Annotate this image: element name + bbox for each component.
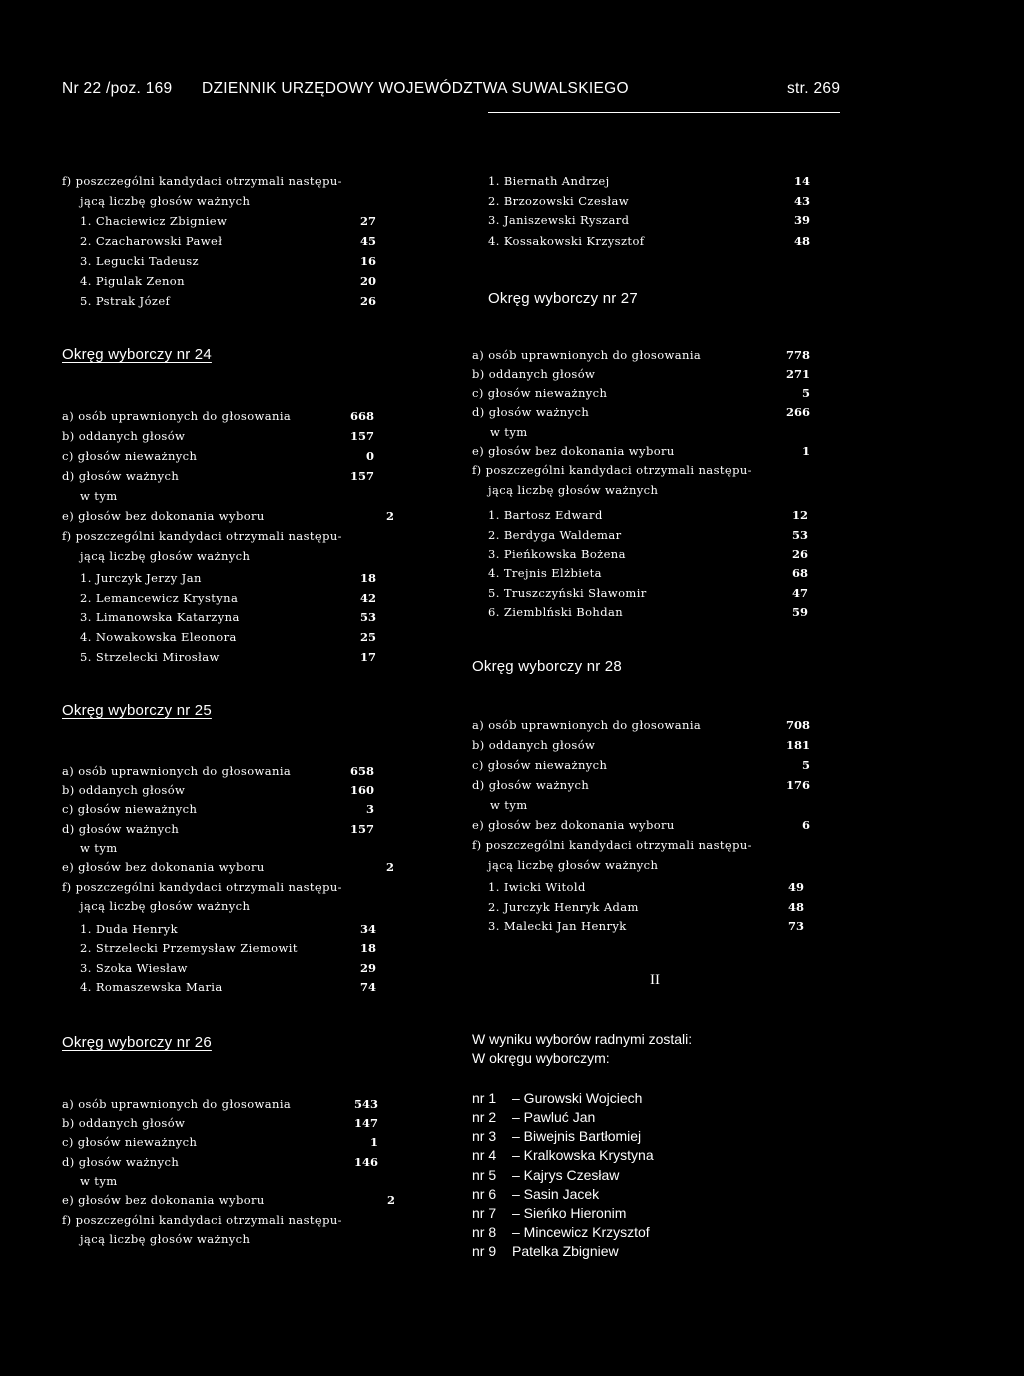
item-f-line2: jącą liczbę głosów ważnych: [80, 194, 251, 208]
councillor-name: – Pawluć Jan: [512, 1109, 596, 1125]
councillor-name: – Kralkowska Krystyna: [512, 1147, 654, 1163]
item-f-line1: f) poszczególni kandydaci otrzymali następu-: [472, 838, 752, 852]
candidate-votes: 29: [359, 961, 376, 975]
candidate-name: 5. Strzelecki Mirosław: [80, 650, 220, 664]
candidate-votes: 43: [793, 194, 810, 208]
item-b: b) oddanych głosów: [62, 783, 186, 797]
item-b-value: 160: [349, 783, 374, 797]
councillor-nr: nr 9: [472, 1243, 497, 1259]
candidate-name: 4. Trejnis Elżbieta: [488, 566, 602, 580]
item-c-value: 3: [365, 802, 374, 816]
candidate-name: 2. Strzelecki Przemysław Ziemowit: [80, 941, 298, 955]
candidate-votes: 14: [793, 174, 810, 188]
item-c: c) głosów nieważnych: [62, 449, 198, 463]
item-c-value: 5: [801, 758, 810, 772]
candidate-votes: 18: [359, 571, 376, 585]
page-number: str. 269: [787, 80, 841, 97]
item-e-value: 2: [386, 1193, 395, 1207]
councillors-intro: W wyniku wyborów radnymi zostali:: [472, 1031, 693, 1047]
item-e-value: 1: [801, 444, 810, 458]
candidate-name: 1. Duda Henryk: [80, 922, 178, 936]
candidate-name: 2. Czacharowski Paweł: [80, 234, 223, 248]
item-d-value: 157: [349, 822, 374, 836]
item-b: b) oddanych głosów: [472, 738, 596, 752]
w-tym: w tym: [80, 1174, 118, 1188]
okreg-28-title: Okręg wyborczy nr 28: [472, 658, 622, 675]
candidate-votes: 49: [787, 880, 804, 894]
candidate-votes: 48: [793, 234, 810, 248]
councillor-name: – Sieńko Hieronim: [512, 1205, 627, 1221]
candidate-votes: 73: [787, 919, 804, 933]
item-e: e) głosów bez dokonania wyboru: [472, 818, 675, 832]
item-f-line2: jącą liczbę głosów ważnych: [488, 483, 659, 497]
candidate-name: 3. Malecki Jan Henryk: [488, 919, 627, 933]
item-d-value: 157: [349, 469, 374, 483]
item-b-value: 147: [353, 1116, 378, 1130]
item-d: d) głosów ważnych: [62, 1155, 180, 1169]
item-a-value: 708: [785, 718, 810, 732]
okreg-26-title: Okręg wyborczy nr 26: [62, 1034, 212, 1051]
candidate-name: 3. Limanowska Katarzyna: [80, 610, 240, 624]
candidate-votes: 53: [359, 610, 376, 624]
item-c-value: 0: [365, 449, 374, 463]
w-tym: w tym: [80, 841, 118, 855]
candidate-name: 1. Bartosz Edward: [488, 508, 603, 522]
w-tym: w tym: [490, 425, 528, 439]
candidate-votes: 74: [359, 980, 376, 994]
item-b-value: 271: [785, 367, 810, 381]
candidate-name: 5. Pstrak Józef: [80, 294, 171, 308]
item-d: d) głosów ważnych: [62, 822, 180, 836]
item-c: c) głosów nieważnych: [472, 758, 608, 772]
candidate-name: 4. Kossakowski Krzysztof: [488, 234, 645, 248]
item-c: c) głosów nieważnych: [62, 802, 198, 816]
item-a: a) osób uprawnionych do głosowania: [472, 348, 702, 362]
item-f-line2: jącą liczbę głosów ważnych: [80, 1232, 251, 1246]
item-c: c) głosów nieważnych: [62, 1135, 198, 1149]
candidate-votes: 59: [791, 605, 808, 619]
issue-number: Nr 22 /poz. 169: [62, 80, 173, 97]
item-e: e) głosów bez dokonania wyboru: [472, 444, 675, 458]
councillor-name: – Sasin Jacek: [512, 1186, 600, 1202]
item-e: e) głosów bez dokonania wyboru: [62, 1193, 265, 1207]
item-f-line1: f) poszczególni kandydaci otrzymali następu-: [62, 1213, 342, 1227]
item-b-value: 157: [349, 429, 374, 443]
candidate-name: 3. Janiszewski Ryszard: [488, 213, 630, 227]
candidate-votes: 16: [359, 254, 376, 268]
item-a-value: 668: [349, 409, 374, 423]
item-a-value: 543: [353, 1097, 378, 1111]
item-a: a) osób uprawnionych do głosowania: [472, 718, 702, 732]
item-a: a) osób uprawnionych do głosowania: [62, 764, 292, 778]
candidate-name: 5. Truszczyński Sławomir: [488, 586, 647, 600]
item-d: d) głosów ważnych: [62, 469, 180, 483]
item-e-value: 2: [385, 509, 394, 523]
councillor-nr: nr 8: [472, 1224, 497, 1240]
councillor-nr: nr 4: [472, 1147, 497, 1163]
candidate-votes: 12: [791, 508, 808, 522]
candidate-votes: 34: [359, 922, 376, 936]
candidate-votes: 17: [359, 650, 376, 664]
candidate-name: 2. Brzozowski Czesław: [488, 194, 629, 208]
councillor-name: – Biwejnis Bartłomiej: [512, 1128, 642, 1144]
okreg-24-title: Okręg wyborczy nr 24: [62, 346, 212, 363]
item-a: a) osób uprawnionych do głosowania: [62, 1097, 292, 1111]
item-c-value: 1: [369, 1135, 378, 1149]
candidate-name: 1. Chaciewicz Zbigniew: [80, 214, 228, 228]
candidate-votes: 26: [359, 294, 376, 308]
section-roman-numeral: II: [650, 972, 660, 988]
item-b-value: 181: [785, 738, 810, 752]
candidate-name: 1. Iwicki Witold: [488, 880, 586, 894]
item-b: b) oddanych głosów: [472, 367, 596, 381]
item-f-line1: f) poszczególni kandydaci otrzymali następu-: [62, 880, 342, 894]
item-b: b) oddanych głosów: [62, 429, 186, 443]
w-tym: w tym: [490, 798, 528, 812]
item-a-value: 658: [349, 764, 374, 778]
item-e: e) głosów bez dokonania wyboru: [62, 860, 265, 874]
item-e-value: 2: [385, 860, 394, 874]
candidate-votes: 48: [787, 900, 804, 914]
candidate-name: 3. Legucki Tadeusz: [80, 254, 199, 268]
candidate-votes: 47: [791, 586, 808, 600]
councillor-name: Patelka Zbigniew: [512, 1243, 619, 1259]
councillor-nr: nr 2: [472, 1109, 497, 1125]
councillors-intro-2: W okręgu wyborczym:: [472, 1050, 610, 1066]
councillor-name: – Mincewicz Krzysztof: [512, 1224, 650, 1240]
councillor-name: – Gurowski Wojciech: [512, 1090, 643, 1106]
journal-title: DZIENNIK URZĘDOWY WOJEWÓDZTWA SUWALSKIEGO: [202, 80, 629, 97]
candidate-name: 3. Szoka Wiesław: [80, 961, 188, 975]
candidate-name: 4. Nowakowska Eleonora: [80, 630, 237, 644]
candidate-name: 6. Ziemblński Bohdan: [488, 605, 624, 619]
item-e-value: 6: [801, 818, 810, 832]
candidate-name: 4. Pigulak Zenon: [80, 274, 185, 288]
item-c-value: 5: [801, 386, 810, 400]
candidate-name: 1. Jurczyk Jerzy Jan: [80, 571, 202, 585]
councillor-nr: nr 7: [472, 1205, 497, 1221]
candidate-votes: 53: [791, 528, 808, 542]
councillor-nr: nr 6: [472, 1186, 497, 1202]
item-f-line1: f) poszczególni kandydaci otrzymali następu-: [472, 463, 752, 477]
item-d-value: 176: [785, 778, 810, 792]
councillor-nr: nr 5: [472, 1167, 497, 1183]
page-header: [62, 80, 842, 100]
councillor-name: – Kajrys Czesław: [512, 1167, 620, 1183]
candidate-name: 3. Pieńkowska Bożena: [488, 547, 626, 561]
candidate-name: 2. Lemancewicz Krystyna: [80, 591, 239, 605]
item-b: b) oddanych głosów: [62, 1116, 186, 1130]
header-rule: [488, 112, 840, 113]
w-tym: w tym: [80, 489, 118, 503]
item-f-line1: f) poszczególni kandydaci otrzymali następu-: [62, 174, 342, 188]
candidate-votes: 20: [359, 274, 376, 288]
candidate-votes: 26: [791, 547, 808, 561]
item-d-value: 146: [353, 1155, 378, 1169]
item-c: c) głosów nieważnych: [472, 386, 608, 400]
councillor-nr: nr 3: [472, 1128, 497, 1144]
candidate-name: 2. Berdyga Waldemar: [488, 528, 622, 542]
candidate-votes: 25: [359, 630, 376, 644]
item-f-line2: jącą liczbę głosów ważnych: [80, 549, 251, 563]
item-d: d) głosów ważnych: [472, 405, 590, 419]
candidate-votes: 18: [359, 941, 376, 955]
item-f-line1: f) poszczególni kandydaci otrzymali następu-: [62, 529, 342, 543]
candidate-votes: 42: [359, 591, 376, 605]
item-d: d) głosów ważnych: [472, 778, 590, 792]
candidate-votes: 45: [359, 234, 376, 248]
okreg-27-title: Okręg wyborczy nr 27: [488, 290, 638, 307]
item-f-line2: jącą liczbę głosów ważnych: [488, 858, 659, 872]
item-a: a) osób uprawnionych do głosowania: [62, 409, 292, 423]
candidate-name: 2. Jurczyk Henryk Adam: [488, 900, 639, 914]
candidate-name: 4. Romaszewska Maria: [80, 980, 223, 994]
item-a-value: 778: [785, 348, 810, 362]
candidate-votes: 27: [359, 214, 376, 228]
item-f-line2: jącą liczbę głosów ważnych: [80, 899, 251, 913]
candidate-votes: 39: [793, 213, 810, 227]
candidate-name: 1. Biernath Andrzej: [488, 174, 610, 188]
item-d-value: 266: [785, 405, 810, 419]
okreg-25-title: Okręg wyborczy nr 25: [62, 702, 212, 719]
councillor-nr: nr 1: [472, 1090, 497, 1106]
candidate-votes: 68: [791, 566, 808, 580]
item-e: e) głosów bez dokonania wyboru: [62, 509, 265, 523]
